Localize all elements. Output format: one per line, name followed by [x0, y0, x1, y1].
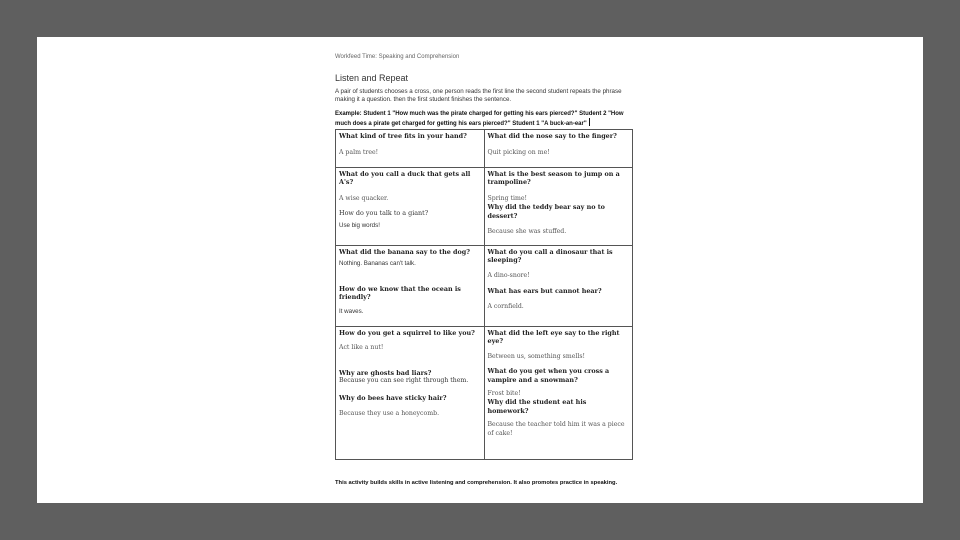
joke-answer: Between us, something smells!	[487, 352, 585, 360]
joke-answer: Act like a nut!	[339, 344, 384, 352]
slide-canvas	[37, 37, 923, 503]
joke-question: What do you call a duck that gets all A's?	[339, 170, 471, 187]
joke-question: What do you call a dinosaur that is sleeping?	[487, 248, 613, 265]
document-footer: This activity builds skills in active listening and comprehension. It also promotes practice in speaking.	[335, 480, 618, 486]
joke-answer: A palm tree!	[339, 149, 379, 157]
joke-question: What did the banana say to the dog?	[339, 248, 470, 256]
joke-question: How do you talk to a giant?	[339, 209, 429, 218]
example-text: Example: Student 1 "How much was the pirate charged for getting his ears pierced?" Student 2 "How much does a pirate get charged for getting his ears pierced?" Student 1 "A buck-an-ear"	[335, 111, 624, 127]
joke-answer: A wise quacker.	[339, 194, 389, 202]
joke-question: Why are ghosts bad liars?	[339, 368, 432, 377]
joke-cell	[336, 168, 485, 246]
section-title: Listen and Repeat	[335, 73, 409, 83]
joke-cell	[484, 327, 633, 460]
joke-question: Why did the student eat his homework?	[487, 398, 587, 415]
joke-answer: Because you can see right through them.	[339, 377, 469, 385]
joke-answer: Because the teacher told him it was a piece of cake!	[487, 421, 625, 437]
joke-question: What do you get when you cross a vampire and a snowman?	[487, 367, 610, 384]
table-row	[336, 168, 633, 246]
joke-answer: A cornfield.	[487, 302, 524, 310]
joke-question: What has ears but cannot hear?	[487, 287, 602, 296]
joke-cell	[484, 168, 633, 246]
example-paragraph[interactable]	[335, 110, 633, 128]
joke-answer: Quit picking on me!	[487, 149, 550, 157]
joke-answer: Spring time!	[487, 194, 528, 202]
joke-question: What did the nose say to the finger?	[487, 132, 617, 140]
joke-cell	[484, 246, 633, 327]
jokes-table	[335, 129, 633, 460]
joke-question: Why do bees have sticky hair?	[339, 393, 447, 402]
joke-question: What kind of tree fits in your hand?	[339, 132, 467, 140]
joke-answer: Because they use a honeycomb.	[339, 410, 440, 418]
joke-question: How do you get a squirrel to like you?	[339, 329, 475, 337]
joke-answer: Because she was stuffed.	[487, 228, 567, 236]
joke-cell	[484, 130, 633, 168]
text-cursor	[589, 118, 590, 126]
document-page	[335, 51, 633, 486]
joke-answer: It waves.	[339, 307, 364, 315]
intro-paragraph: A pair of students chooses a cross, one person reads the first line the second student repeats the phrase making it a question. then the first student finishes the sentence.	[335, 88, 622, 103]
table-row	[336, 327, 633, 460]
table-row	[336, 246, 633, 327]
table-row	[336, 130, 633, 168]
joke-cell	[336, 246, 485, 327]
joke-answer: Use big words!	[339, 221, 380, 229]
joke-question: Why did the teddy bear say no to dessert?	[487, 203, 605, 220]
joke-cell	[336, 327, 485, 460]
joke-question: How do we know that the ocean is friendly?	[339, 284, 461, 302]
joke-question: What is the best season to jump on a trampoline?	[487, 170, 620, 187]
joke-answer: A dino-snore!	[487, 271, 530, 279]
joke-cell	[336, 130, 485, 168]
joke-question: What did the left eye say to the right eye?	[487, 329, 620, 346]
joke-answer: Nothing. Bananas can't talk.	[339, 260, 416, 268]
joke-answer: Frost bite!	[487, 390, 521, 398]
document-header: Workfeed Time: Speaking and Comprehension	[335, 54, 460, 60]
